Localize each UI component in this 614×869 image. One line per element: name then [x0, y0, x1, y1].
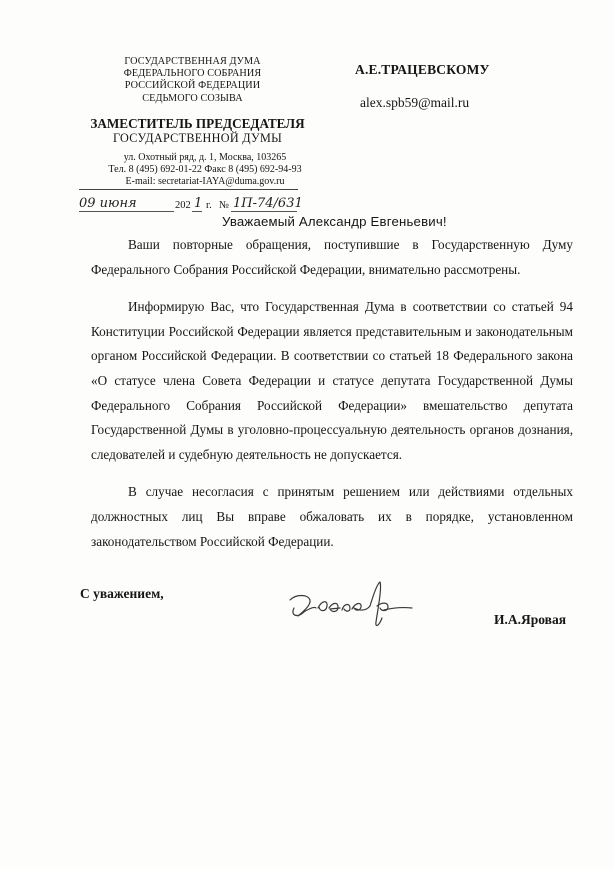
paragraph: Ваши повторные обращения, поступившие в Государственную Думу Федерального Собрания Российской Федерации, внимательно рассмотрены.: [91, 237, 573, 277]
sender-title: ЗАМЕСТИТЕЛЬ ПРЕДСЕДАТЕЛЯ: [90, 116, 305, 131]
year-underline: [192, 211, 202, 212]
organization-block: [110, 56, 275, 105]
closing: С уважением,: [80, 586, 164, 601]
registration-line: [79, 196, 309, 216]
date-underline: [79, 211, 174, 212]
greeting: Уважаемый Александр Евгеньевич!: [222, 214, 447, 229]
number-label: №: [219, 200, 230, 211]
recipient-email: alex.spb59@mail.ru: [360, 95, 470, 110]
phone-fax: Тел. 8 (495) 692-01-22 Факс 8 (495) 692-94-93: [108, 164, 302, 175]
paragraph: Информирую Вас, что Государственная Дума в соответствии со статьей 94 Конституции Российской Федерации является представительным и законодательным органом Российской Федерации. В соответствии со статьей 18 Федерального закона «О статусе члена Совета Федерации и статусе депутата Государственной Думы Федерального Собрания Российской Федерации» вмешательство депутата Государственной Думы в уголовно-процессуальную деятельность органов дознания, следователей и судебную деятельность не допускается.: [91, 299, 573, 462]
organization-line: РОССИЙСКОЙ ФЕДЕРАЦИИ: [124, 80, 261, 92]
letter-body: [91, 233, 573, 554]
organization-line: ФЕДЕРАЛЬНОГО СОБРАНИЯ: [123, 68, 262, 80]
address: ул. Охотный ряд, д. 1, Москва, 103265: [123, 152, 287, 163]
registration-date: 09 июня: [79, 196, 137, 211]
year-suffix: 1: [194, 196, 203, 211]
header-divider: [79, 189, 298, 190]
sender-subtitle: ГОСУДАРСТВЕННОЙ ДУМЫ: [112, 131, 283, 145]
organization-line: ГОСУДАРСТВЕННАЯ ДУМА: [124, 56, 261, 67]
recipient-name: А.Е.ТРАЦЕВСКОМУ: [355, 62, 490, 77]
number-underline: [231, 211, 297, 212]
organization-line: СЕДЬМОГО СОЗЫВА: [142, 92, 243, 104]
contacts-block: [100, 152, 310, 188]
signer-name: И.А.Яровая: [494, 612, 567, 627]
paragraph: В случае несогласия с принятым решением или действиями отдельных должностных лиц Вы вправе обжаловать их в порядке, установленном законодательством Российской Федерации.: [91, 484, 573, 549]
signature-drawing: [280, 578, 420, 638]
year-prefix: 202: [175, 200, 191, 211]
registration-number: 1П-74/631: [233, 196, 303, 211]
handwritten-signature: [280, 578, 420, 638]
year-label: г.: [206, 200, 212, 211]
sender-email: E-mail: secretariat-IAYA@duma.gov.ru: [125, 176, 285, 187]
